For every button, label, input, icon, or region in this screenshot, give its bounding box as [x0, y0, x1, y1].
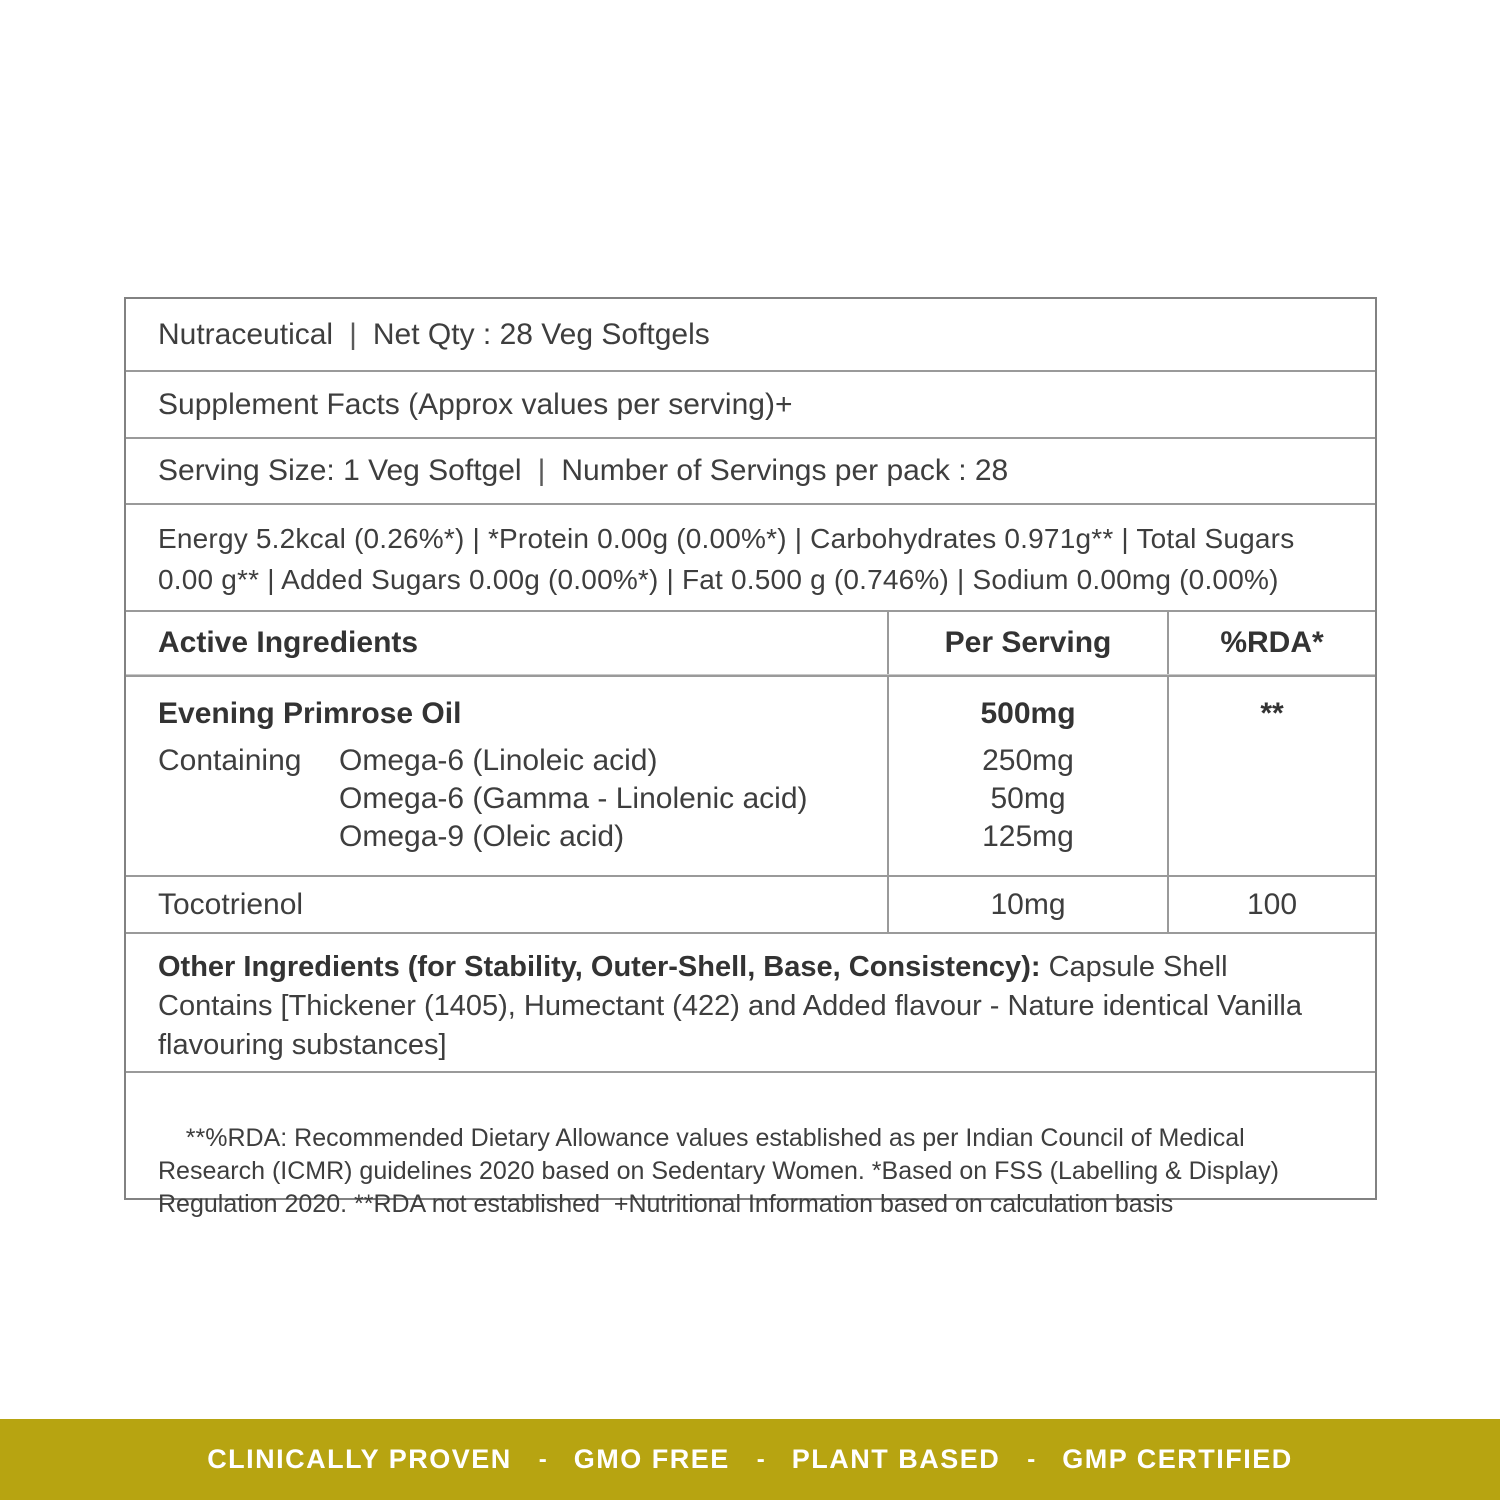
header-rda: %RDA* — [1167, 612, 1375, 674]
other-ingredients-heading: Other Ingredients (for Stability, Outer-Shell, Base, Consistency): — [158, 951, 1041, 983]
sub-ingredient-amount: 50mg — [990, 782, 1066, 815]
sub-ingredient-amount: 250mg — [982, 744, 1074, 777]
banner-separator: - — [538, 1445, 547, 1473]
product-type-text: Nutraceutical — [158, 317, 334, 351]
sub-ingredient-name: Omega-9 (Oleic acid) — [339, 820, 625, 853]
nutrition-summary-line-2: 0.00 g** | Added Sugars 0.00g (0.00%*) | Fat 0.500 g (0.746%) | Sodium 0.00mg (0.00%) — [158, 564, 1279, 595]
epo-ingredient-cell — [126, 677, 887, 875]
pipe-separator: | — [349, 317, 357, 351]
banner-item-gmp-certified: GMP CERTIFIED — [1062, 1444, 1293, 1474]
table-row-evening-primrose-oil — [126, 675, 1375, 875]
sub-ingredient-amount: 125mg — [982, 820, 1074, 853]
sub-ingredient-name: Omega-6 (Linoleic acid) — [339, 744, 658, 777]
banner-item-gmo-free: GMO FREE — [573, 1444, 730, 1474]
tocotrienol-amount: 10mg — [887, 877, 1167, 932]
servings-per-pack-text: Number of Servings per pack : 28 — [561, 454, 1009, 487]
supplement-facts-row — [126, 370, 1375, 437]
banner-item-plant-based: PLANT BASED — [791, 1444, 1001, 1474]
epo-name: Evening Primrose Oil — [158, 697, 462, 730]
epo-sub-ingredients — [158, 742, 887, 856]
epo-sub-ingredient-names — [339, 742, 808, 856]
supplement-facts-text: Supplement Facts (Approx values per serving)+ — [158, 387, 793, 421]
header-active-ingredients: Active Ingredients — [158, 626, 419, 659]
supplement-label-panel — [124, 297, 1377, 1218]
epo-rda-cell — [1167, 677, 1375, 875]
table-row-tocotrienol — [126, 875, 1375, 932]
product-net-qty-row — [126, 299, 1375, 370]
ingredients-table-header — [126, 610, 1375, 675]
sub-ingredient-name: Omega-6 (Gamma - Linolenic acid) — [339, 782, 808, 815]
rda-footnote-row — [126, 1071, 1375, 1218]
net-qty-text: Net Qty : 28 Veg Softgels — [372, 317, 710, 351]
serving-size-text: Serving Size: 1 Veg Softgel — [158, 454, 522, 487]
rda-footnote-text: **%RDA: Recommended Dietary Allowance values established as per Indian Council of Medical Research (ICMR) guidelines 2020 based on Sedentary Women. *Based on FSS (Labelling & Display) Regulation 2020. **RDA not established +Nutritional Information based on calculation basis — [158, 1124, 1286, 1218]
pipe-separator: | — [537, 454, 546, 487]
other-ingredients-paragraph — [158, 948, 1349, 1065]
tocotrienol-name: Tocotrienol — [158, 887, 304, 921]
containing-label: Containing — [158, 744, 302, 777]
nutrition-summary-line-1: Energy 5.2kcal (0.26%*) | *Protein 0.00g (0.00%*) | Carbohydrates 0.971g** | Total Sugars — [158, 523, 1295, 554]
nutrition-summary-row — [126, 503, 1375, 610]
certification-banner — [0, 1419, 1500, 1500]
tocotrienol-rda: 100 — [1167, 877, 1375, 932]
banner-separator: - — [1027, 1445, 1036, 1473]
header-per-serving: Per Serving — [887, 612, 1167, 674]
banner-separator: - — [756, 1445, 765, 1473]
epo-amount-cell — [887, 677, 1167, 875]
serving-size-row — [126, 437, 1375, 503]
epo-amount: 500mg — [980, 697, 1076, 730]
other-ingredients-text: Capsule Shell Contains [Thickener (1405), Humectant (422) and Added flavour - Nature identical Vanilla flavouring substances] — [158, 951, 1302, 1061]
epo-rda-value: ** — [1260, 697, 1284, 730]
banner-item-clinically-proven: CLINICALLY PROVEN — [207, 1444, 512, 1474]
epo-sub-ingredient-amounts — [889, 742, 1167, 856]
other-ingredients-row — [126, 932, 1375, 1071]
